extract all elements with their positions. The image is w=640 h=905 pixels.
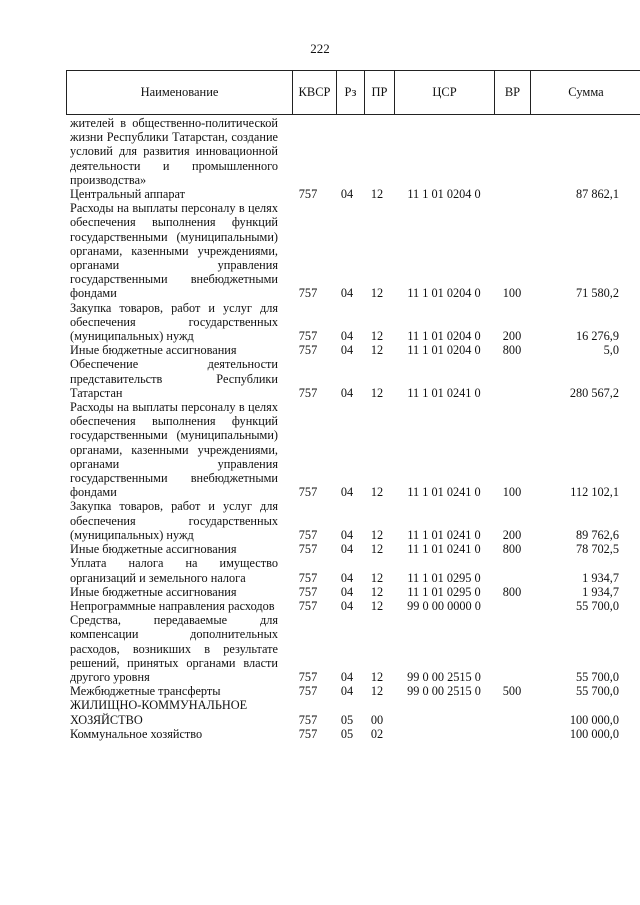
row-rz: 04 — [340, 385, 354, 400]
row-name: Непрограммные направления расходов — [70, 598, 275, 613]
row-csr: 11 1 01 0241 0 — [407, 485, 481, 500]
table-row — [66, 684, 640, 698]
row-csr: 99 0 00 2515 0 — [407, 684, 481, 699]
row-vr: 500 — [502, 684, 522, 699]
table-row — [66, 585, 640, 599]
row-pr: 12 — [370, 570, 384, 585]
row-sum: 87 862,1 — [575, 187, 619, 202]
row-sum: 16 276,9 — [575, 329, 619, 344]
row-kvsr: 757 — [298, 343, 318, 358]
row-pr: 12 — [370, 598, 384, 613]
row-name: Закупка товаров, работ и услуг для обеспечения государственных (муниципальных) нужд — [70, 499, 278, 542]
row-csr: 11 1 01 0204 0 — [407, 343, 481, 358]
header-rz: Рз — [337, 71, 365, 114]
row-rz: 05 — [340, 726, 354, 741]
header-sum: Сумма — [568, 85, 604, 99]
row-csr: 11 1 01 0204 0 — [407, 187, 481, 202]
header-csr: ЦСР — [395, 71, 495, 114]
row-sum: 100 000,0 — [569, 712, 619, 727]
row-name: Межбюджетные трансферты — [70, 684, 221, 699]
table-row — [66, 727, 640, 741]
table-row — [66, 499, 640, 542]
row-csr: 11 1 01 0241 0 — [407, 542, 481, 557]
table-header — [66, 70, 640, 115]
row-kvsr: 757 — [298, 527, 318, 542]
row-csr: 99 0 00 2515 0 — [407, 669, 481, 684]
row-pr: 02 — [370, 726, 384, 741]
row-sum: 55 700,0 — [575, 598, 619, 613]
row-rz: 04 — [340, 669, 354, 684]
row-rz: 04 — [340, 542, 354, 557]
table-body — [66, 116, 640, 741]
row-name: Закупка товаров, работ и услуг для обеспечения государственных (муниципальных) нужд — [70, 300, 278, 344]
table-row — [66, 698, 640, 726]
table-row — [66, 542, 640, 556]
row-csr: 99 0 00 0000 0 — [407, 598, 481, 613]
row-name: Расходы на выплаты персоналу в целях обеспечения выполнения функций государственными (муниципальными) органами, казенными учреждениями, органами управления государственными внебюджетными фондами — [70, 201, 278, 301]
row-name: Средства, передаваемые для компенсации дополнительных расходов, возникших в результате решений, принятых органами власти другого уровня — [70, 613, 278, 684]
header-kvsr: КВСР — [293, 71, 337, 114]
row-name: ЖИЛИЩНО-КОММУНАЛЬНОЕ ХОЗЯЙСТВО — [70, 698, 248, 727]
table-row — [66, 187, 640, 201]
row-name: Обеспечение деятельности представительств Республики Татарстан — [70, 357, 278, 400]
row-kvsr: 757 — [298, 187, 318, 202]
row-rz: 04 — [340, 343, 354, 358]
row-kvsr: 757 — [298, 726, 318, 741]
row-pr: 12 — [370, 343, 384, 358]
row-kvsr: 757 — [298, 286, 318, 301]
row-rz: 04 — [340, 684, 354, 699]
row-kvsr: 757 — [298, 385, 318, 400]
row-name: Иные бюджетные ассигнования — [70, 584, 237, 599]
row-csr: 11 1 01 0295 0 — [407, 584, 481, 599]
row-csr: 11 1 01 0295 0 — [407, 570, 481, 585]
table-row — [66, 343, 640, 357]
row-sum: 89 762,6 — [575, 527, 619, 542]
row-rz: 04 — [340, 485, 354, 500]
row-vr: 100 — [502, 286, 522, 301]
row-pr: 12 — [370, 329, 384, 344]
row-rz: 04 — [340, 286, 354, 301]
row-sum: 55 700,0 — [575, 669, 619, 684]
row-pr: 12 — [370, 684, 384, 699]
row-sum: 55 700,0 — [575, 684, 619, 699]
row-csr: 11 1 01 0241 0 — [407, 385, 481, 400]
row-kvsr: 757 — [298, 684, 318, 699]
row-name: жителей в общественно-политической жизни Республики Татарстан, создание условий для развития инновационной деятельности и промышленного производства» — [70, 116, 278, 187]
table-row — [66, 556, 640, 584]
row-pr: 12 — [370, 286, 384, 301]
row-rz: 04 — [340, 527, 354, 542]
table-row — [66, 357, 640, 400]
row-name: Уплата налога на имущество организаций и земельного налога — [70, 556, 278, 585]
row-pr: 12 — [370, 669, 384, 684]
row-pr: 12 — [370, 485, 384, 500]
row-rz: 04 — [340, 570, 354, 585]
table-row — [66, 116, 640, 187]
row-sum: 112 102,1 — [570, 485, 619, 500]
row-sum: 5,0 — [603, 343, 619, 358]
table-row — [66, 301, 640, 344]
row-kvsr: 757 — [298, 485, 318, 500]
row-kvsr: 757 — [298, 570, 318, 585]
row-csr: 11 1 01 0241 0 — [407, 527, 481, 542]
row-vr: 100 — [502, 485, 522, 500]
row-pr: 12 — [370, 584, 384, 599]
table-row — [66, 400, 640, 499]
header-name: Наименование — [67, 71, 293, 114]
table-row — [66, 613, 640, 684]
row-pr: 12 — [370, 542, 384, 557]
row-pr: 12 — [370, 187, 384, 202]
row-vr: 800 — [502, 343, 522, 358]
row-vr: 800 — [502, 584, 522, 599]
row-rz: 05 — [340, 712, 354, 727]
row-rz: 04 — [340, 584, 354, 599]
row-csr: 11 1 01 0204 0 — [407, 286, 481, 301]
row-vr: 800 — [502, 542, 522, 557]
row-name: Иные бюджетные ассигнования — [70, 343, 237, 358]
row-kvsr: 757 — [298, 542, 318, 557]
row-rz: 04 — [340, 598, 354, 613]
row-kvsr: 757 — [298, 669, 318, 684]
row-pr: 12 — [370, 527, 384, 542]
row-vr: 200 — [502, 329, 522, 344]
row-pr: 00 — [370, 712, 384, 727]
table-row — [66, 201, 640, 300]
table-row — [66, 599, 640, 613]
row-name: Коммунальное хозяйство — [70, 726, 203, 741]
row-rz: 04 — [340, 187, 354, 202]
row-sum: 71 580,2 — [575, 286, 619, 301]
row-kvsr: 757 — [298, 598, 318, 613]
row-kvsr: 757 — [298, 584, 318, 599]
row-name: Расходы на выплаты персоналу в целях обеспечения выполнения функций государственными (муниципальными) органами, казенными учреждениями, органами управления государственными внебюджетными фондами — [70, 400, 278, 500]
row-sum: 1 934,7 — [582, 570, 619, 585]
row-vr: 200 — [502, 527, 522, 542]
row-sum: 1 934,7 — [582, 584, 619, 599]
row-pr: 12 — [370, 385, 384, 400]
row-rz: 04 — [340, 329, 354, 344]
row-name: Центральный аппарат — [70, 187, 185, 202]
row-csr: 11 1 01 0204 0 — [407, 329, 481, 344]
row-sum: 280 567,2 — [569, 385, 619, 400]
header-pr: ПР — [365, 71, 395, 114]
row-kvsr: 757 — [298, 712, 318, 727]
page-number: 222 — [310, 41, 330, 56]
row-kvsr: 757 — [298, 329, 318, 344]
row-sum: 100 000,0 — [569, 726, 619, 741]
header-vr: ВР — [495, 71, 531, 114]
row-sum: 78 702,5 — [575, 542, 619, 557]
row-name: Иные бюджетные ассигнования — [70, 542, 237, 557]
